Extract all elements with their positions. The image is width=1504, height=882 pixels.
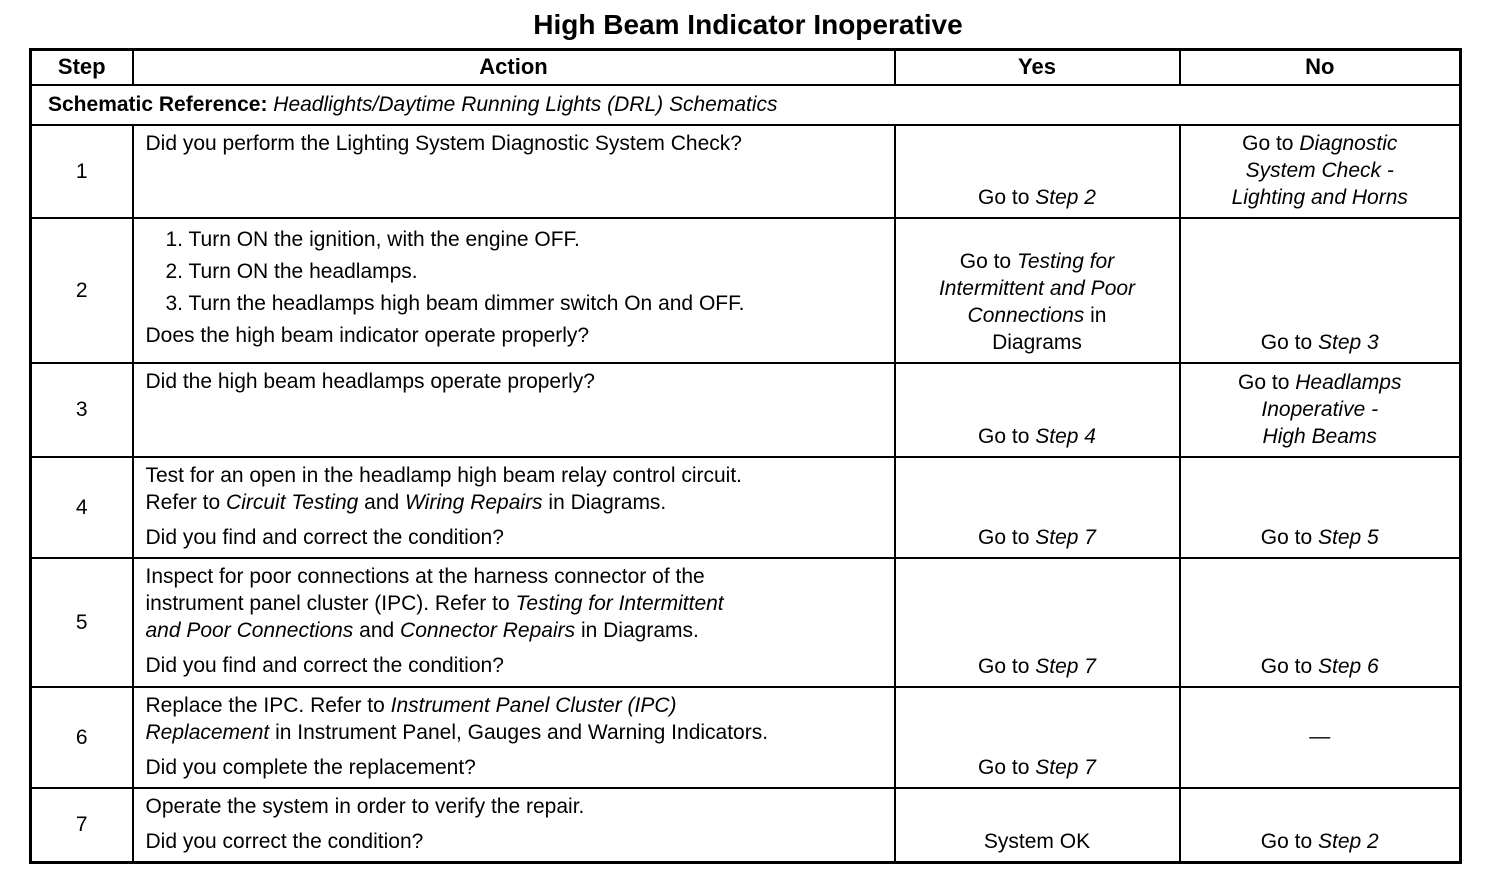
- header-action: Action: [133, 50, 895, 85]
- yes-line4: Diagrams: [992, 330, 1082, 354]
- yes-cell: [895, 218, 1180, 363]
- no-link-line2: System Check -: [1245, 158, 1394, 182]
- action-cell: [133, 125, 895, 218]
- no-prefix: Go to: [1242, 131, 1300, 155]
- no-cell: [1180, 218, 1461, 363]
- yes-prefix: Go to: [978, 185, 1036, 209]
- no-step-link: Step 3: [1317, 330, 1379, 354]
- action-link: Circuit Testing: [226, 490, 359, 514]
- diagnostic-table: [29, 48, 1462, 864]
- action-cell: [133, 788, 895, 863]
- no-link-line2: Inoperative -: [1261, 397, 1379, 421]
- action-text: in Diagrams.: [575, 618, 699, 642]
- header-yes: Yes: [895, 50, 1180, 85]
- table-row: [31, 687, 1461, 788]
- no-prefix: Go to: [1260, 654, 1318, 678]
- action-question: Did you complete the replacement?: [145, 755, 476, 779]
- action-question: Did you correct the condition?: [145, 829, 424, 853]
- no-link-line3: High Beams: [1262, 424, 1377, 448]
- yes-result: System OK: [983, 829, 1091, 853]
- no-cell: [1180, 125, 1461, 218]
- action-text: in Diagrams.: [542, 490, 667, 514]
- no-cell: [1180, 788, 1461, 863]
- table-row: [31, 558, 1461, 687]
- header-no: No: [1180, 50, 1461, 85]
- yes-prefix: Go to: [978, 654, 1036, 678]
- action-line: Inspect for poor connections at the harness connector of the: [145, 564, 705, 588]
- action-cell: [133, 457, 895, 558]
- action-text: in Instrument Panel, Gauges and Warning Indicators.: [269, 720, 769, 744]
- action-text: instrument panel cluster (IPC). Refer to: [145, 591, 516, 615]
- no-step-link: Step 5: [1317, 525, 1379, 549]
- list-item: 2. Turn ON the headlamps.: [165, 259, 418, 283]
- schematic-link: Headlights/Daytime Running Lights (DRL) Schematics: [273, 93, 778, 116]
- table-row: [31, 363, 1461, 457]
- action-question: Did you find and correct the condition?: [145, 525, 504, 549]
- no-link-line1: Diagnostic: [1299, 131, 1398, 155]
- page-title: High Beam Indicator Inoperative: [533, 9, 963, 40]
- action-text: Did you perform the Lighting System Diagnostic System Check?: [145, 131, 742, 155]
- action-link: Testing for Intermittent: [515, 591, 724, 615]
- schematic-label: Schematic Reference:: [48, 93, 268, 116]
- yes-cell: [895, 558, 1180, 687]
- action-cell: [133, 363, 895, 457]
- no-cell: [1180, 363, 1461, 457]
- header-step: Step: [31, 50, 133, 85]
- yes-cell: [895, 457, 1180, 558]
- step-number: 4: [31, 457, 133, 558]
- yes-suffix: in: [1084, 303, 1107, 327]
- no-cell: [1180, 457, 1461, 558]
- action-steps-list: [146, 226, 884, 317]
- table-row: [31, 125, 1461, 218]
- table-row: [31, 457, 1461, 558]
- list-item: 3. Turn the headlamps high beam dimmer switch On and OFF.: [165, 291, 745, 315]
- yes-prefix: Go to: [959, 249, 1017, 273]
- schematic-reference: [31, 85, 1461, 125]
- yes-link-line2: Intermittent and Poor: [938, 276, 1136, 300]
- action-link: and Poor Connections: [145, 618, 354, 642]
- no-link-line1: Headlamps: [1295, 370, 1402, 394]
- no-prefix: Go to: [1260, 330, 1318, 354]
- no-prefix: Go to: [1260, 525, 1318, 549]
- yes-step-link: Step 7: [1035, 525, 1096, 549]
- yes-prefix: Go to: [978, 755, 1036, 779]
- no-cell: [1180, 687, 1461, 788]
- yes-prefix: Go to: [978, 424, 1036, 448]
- yes-cell: [895, 125, 1180, 218]
- yes-link-line3: Connections: [967, 303, 1085, 327]
- action-line: Operate the system in order to verify the repair.: [145, 794, 585, 818]
- no-dash: —: [1309, 724, 1331, 748]
- action-question: Did you find and correct the condition?: [145, 653, 504, 677]
- header-row: [31, 50, 1461, 85]
- list-item: 1. Turn ON the ignition, with the engine OFF.: [165, 227, 580, 251]
- no-step-link: Step 2: [1317, 829, 1379, 853]
- step-number: 6: [31, 687, 133, 788]
- action-cell: [133, 687, 895, 788]
- action-link: Instrument Panel Cluster (IPC): [390, 693, 677, 717]
- action-link: Replacement: [145, 720, 270, 744]
- action-text: Did the high beam headlamps operate properly?: [145, 369, 595, 393]
- action-cell: [133, 558, 895, 687]
- step-number: 5: [31, 558, 133, 687]
- yes-cell: [895, 363, 1180, 457]
- action-link: Wiring Repairs: [405, 490, 543, 514]
- action-text: Replace the IPC. Refer to: [145, 693, 391, 717]
- yes-cell: [895, 788, 1180, 863]
- yes-step-link: Step 2: [1035, 185, 1096, 209]
- yes-link-line1: Testing for: [1016, 249, 1115, 273]
- no-cell: [1180, 558, 1461, 687]
- schematic-row: [31, 85, 1461, 125]
- step-number: 7: [31, 788, 133, 863]
- step-number: 2: [31, 218, 133, 363]
- action-text: Refer to: [145, 490, 227, 514]
- yes-step-link: Step 7: [1035, 755, 1096, 779]
- no-link-line3: Lighting and Horns: [1231, 185, 1408, 209]
- step-number: 3: [31, 363, 133, 457]
- no-step-link: Step 6: [1317, 654, 1379, 678]
- action-line: Test for an open in the headlamp high beam relay control circuit.: [145, 463, 743, 487]
- table-row: [31, 788, 1461, 863]
- yes-step-link: Step 7: [1035, 654, 1096, 678]
- action-question: Does the high beam indicator operate properly?: [145, 323, 590, 347]
- yes-step-link: Step 4: [1035, 424, 1096, 448]
- action-cell: [133, 218, 895, 363]
- action-text: and: [353, 618, 401, 642]
- table-row: [31, 218, 1461, 363]
- no-prefix: Go to: [1260, 829, 1318, 853]
- step-number: 1: [31, 125, 133, 218]
- no-prefix: Go to: [1238, 370, 1296, 394]
- yes-cell: [895, 687, 1180, 788]
- action-link: Connector Repairs: [400, 618, 576, 642]
- yes-prefix: Go to: [978, 525, 1036, 549]
- action-text: and: [358, 490, 406, 514]
